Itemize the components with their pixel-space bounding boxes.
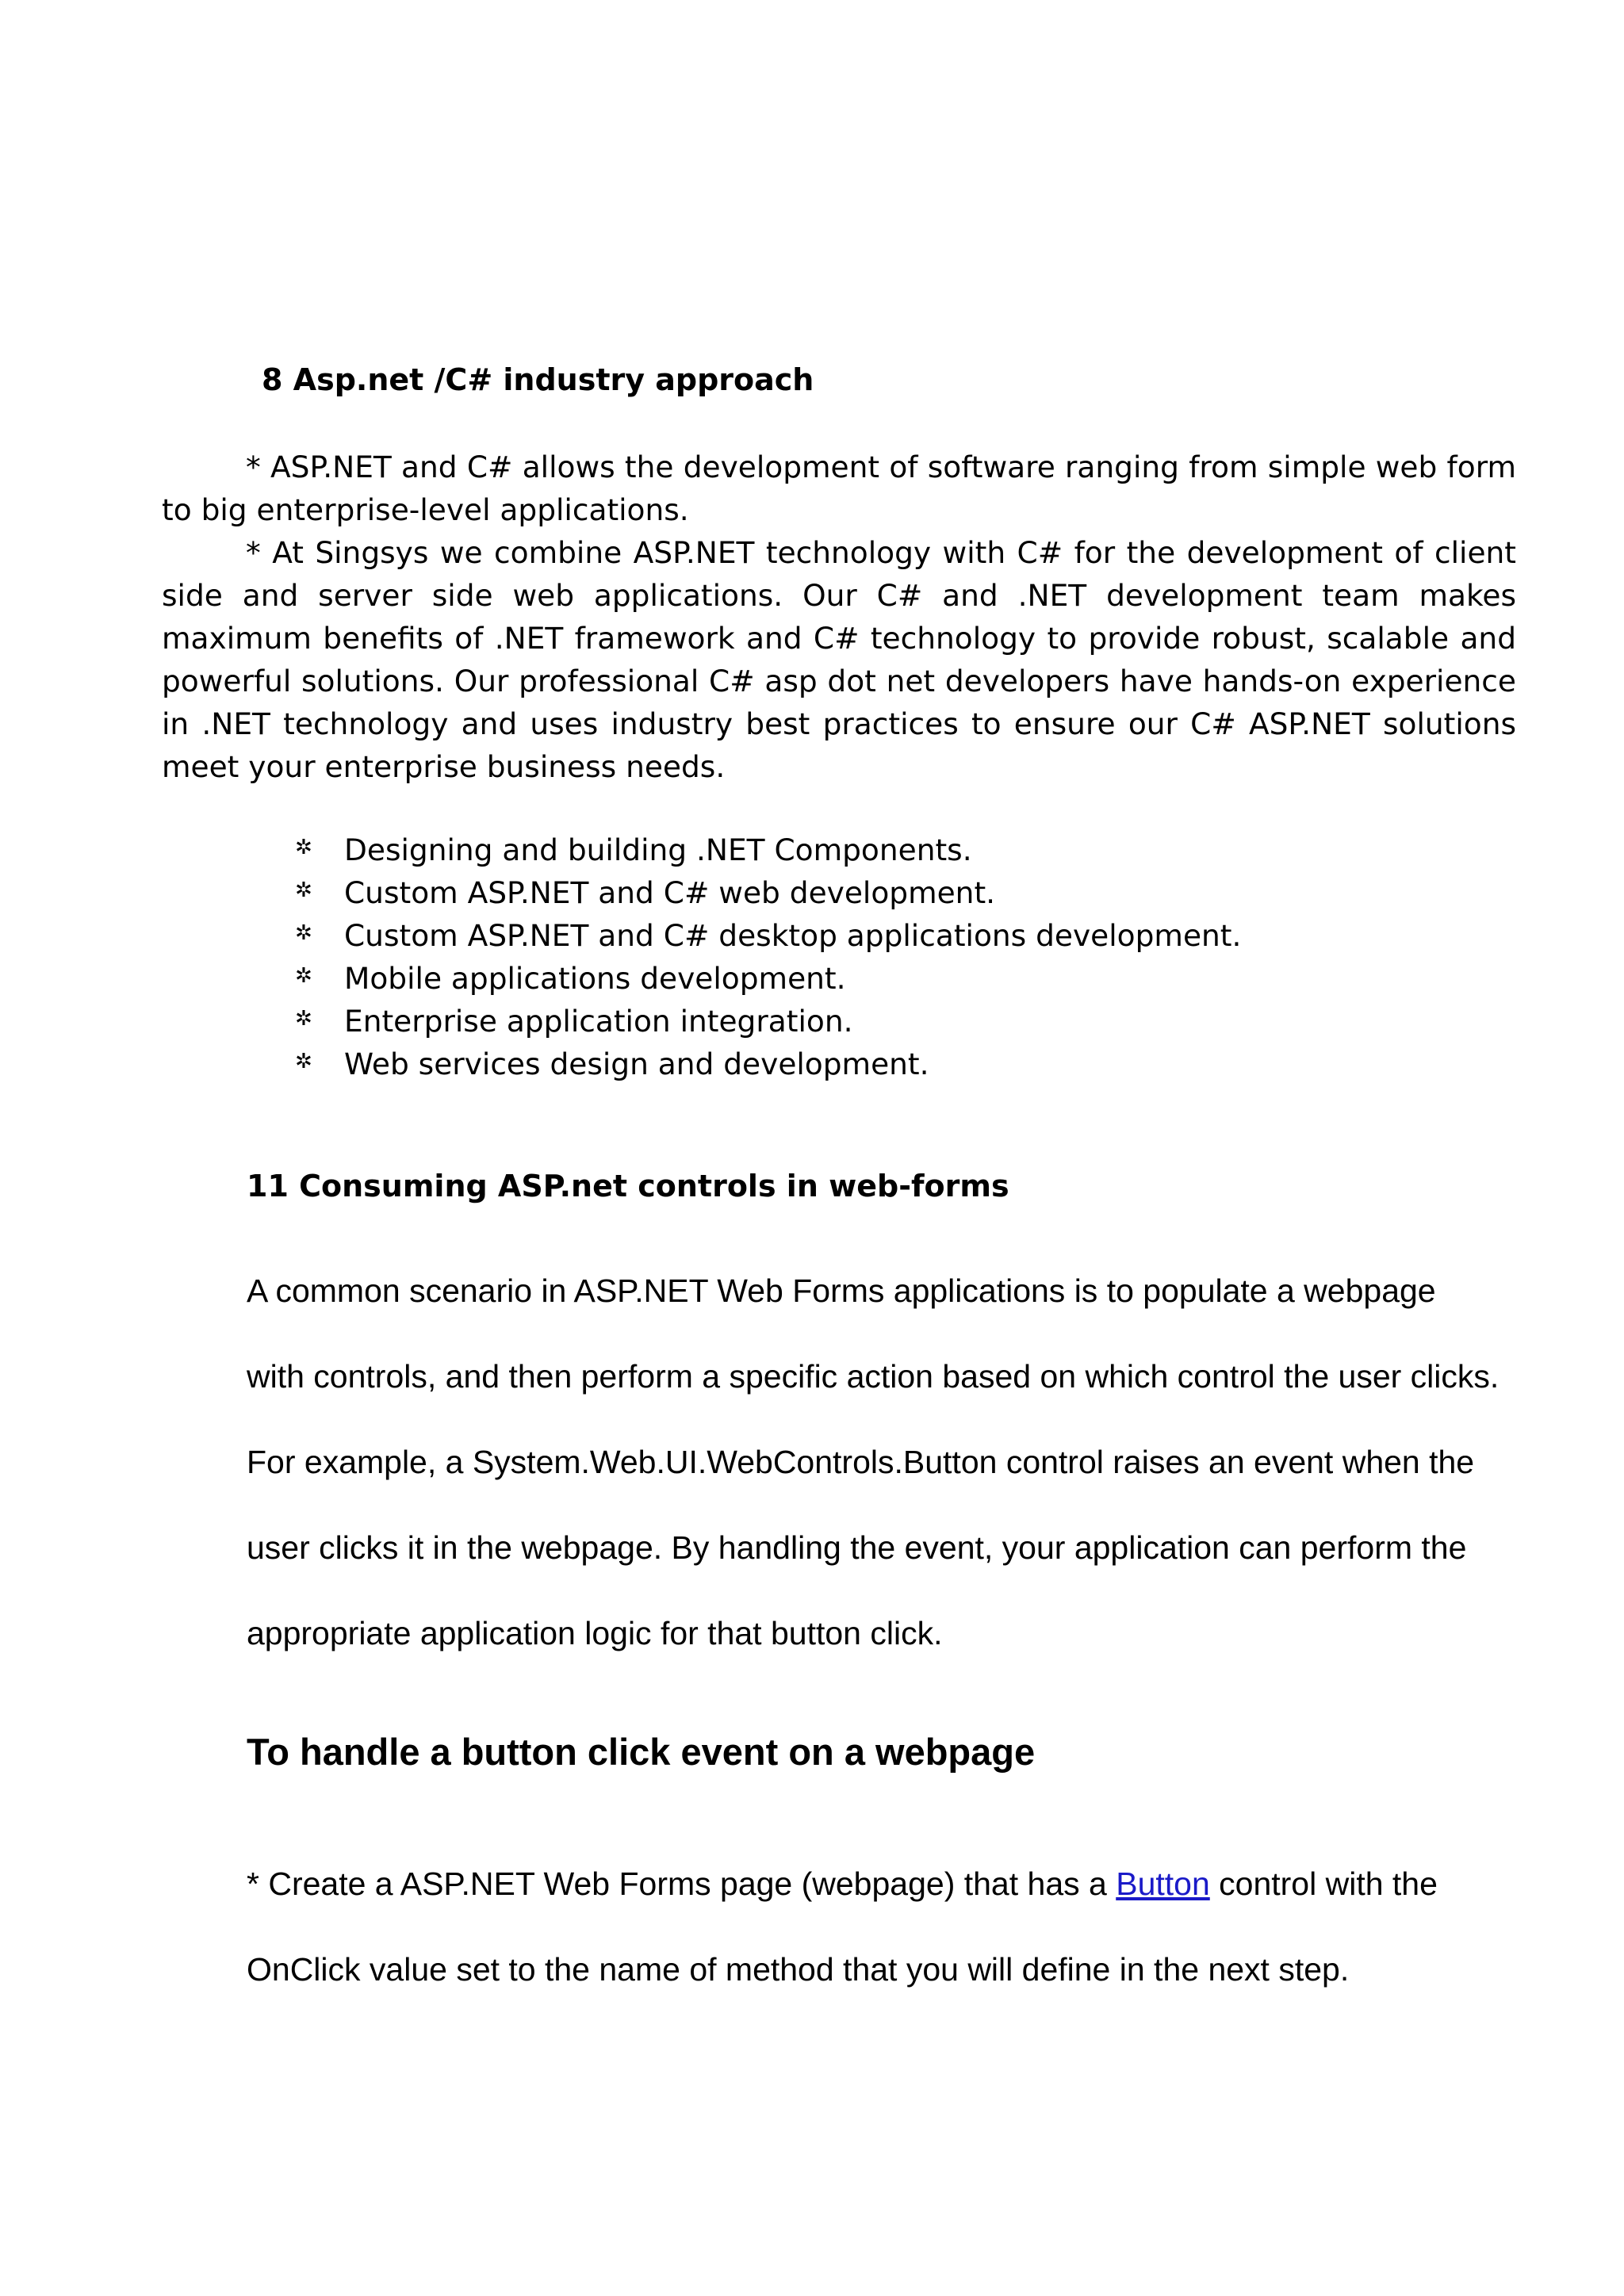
list-item: [295, 828, 1241, 871]
list-item: [295, 914, 1241, 957]
section-8-heading: 8 Asp.net /C# industry approach: [262, 362, 814, 397]
button-click-subheading: To handle a button click event on a webpage: [247, 1731, 1036, 1773]
bullet-star-icon: ✲: [295, 878, 312, 902]
list-item-text: Custom ASP.NET and C# web development.: [344, 875, 996, 910]
bullet-star-icon: ✲: [295, 836, 312, 859]
list-item-text: Designing and building .NET Components.: [344, 832, 972, 867]
section-11-heading: 11 Consuming ASP.net controls in web-forms: [247, 1169, 1009, 1203]
list-item: [295, 1043, 1241, 1085]
step-1-text-before: * Create a ASP.NET Web Forms page (webpage) that has a: [247, 1866, 1116, 1902]
section-11-paragraph: A common scenario in ASP.NET Web Forms applications is to populate a webpage with controls, and then perform a specific action based on which control the user clicks. For example, a System.Web.UI.WebControls.Button control raises an event when the user clicks it in the webpage. By handling the event, your application can perform the appropriate application logic for that button click.: [247, 1272, 1500, 1651]
list-item: [295, 871, 1241, 914]
list-item-text: Web services design and development.: [344, 1047, 929, 1081]
list-item-text: Mobile applications development.: [344, 961, 846, 996]
bullet-star-icon: ✲: [295, 1050, 312, 1073]
step-1-paragraph: [247, 1841, 1500, 2012]
services-bullet-list: [295, 828, 1241, 1085]
step-1-text-after: control with the OnClick value set to the name of method that you will define in the next step.: [247, 1866, 1438, 1988]
button-link[interactable]: Button: [1116, 1866, 1210, 1902]
bullet-star-icon: ✲: [295, 1007, 312, 1031]
bullet-star-icon: ✲: [295, 964, 312, 988]
section-8-paragraph-1: * ASP.NET and C# allows the development of software ranging from simple web form to big enterprise-level applications.: [162, 450, 1516, 527]
list-item-text: Custom ASP.NET and C# desktop applications development.: [344, 918, 1242, 953]
list-item: [295, 957, 1241, 1000]
list-item: [295, 1000, 1241, 1043]
list-item-text: Enterprise application integration.: [344, 1004, 853, 1039]
bullet-star-icon: ✲: [295, 921, 312, 945]
section-8-paragraph-2: * At Singsys we combine ASP.NET technology with C# for the development of client side and server side web applications. Our C# and .NET development team makes maximum benefits of .NET framework and C# technology to provide robust, scalable and powerful solutions. Our professional C# asp dot net developers have hands-on experience in .NET technology and uses industry best practices to ensure our C# ASP.NET solutions meet your enterprise business needs.: [162, 535, 1516, 784]
